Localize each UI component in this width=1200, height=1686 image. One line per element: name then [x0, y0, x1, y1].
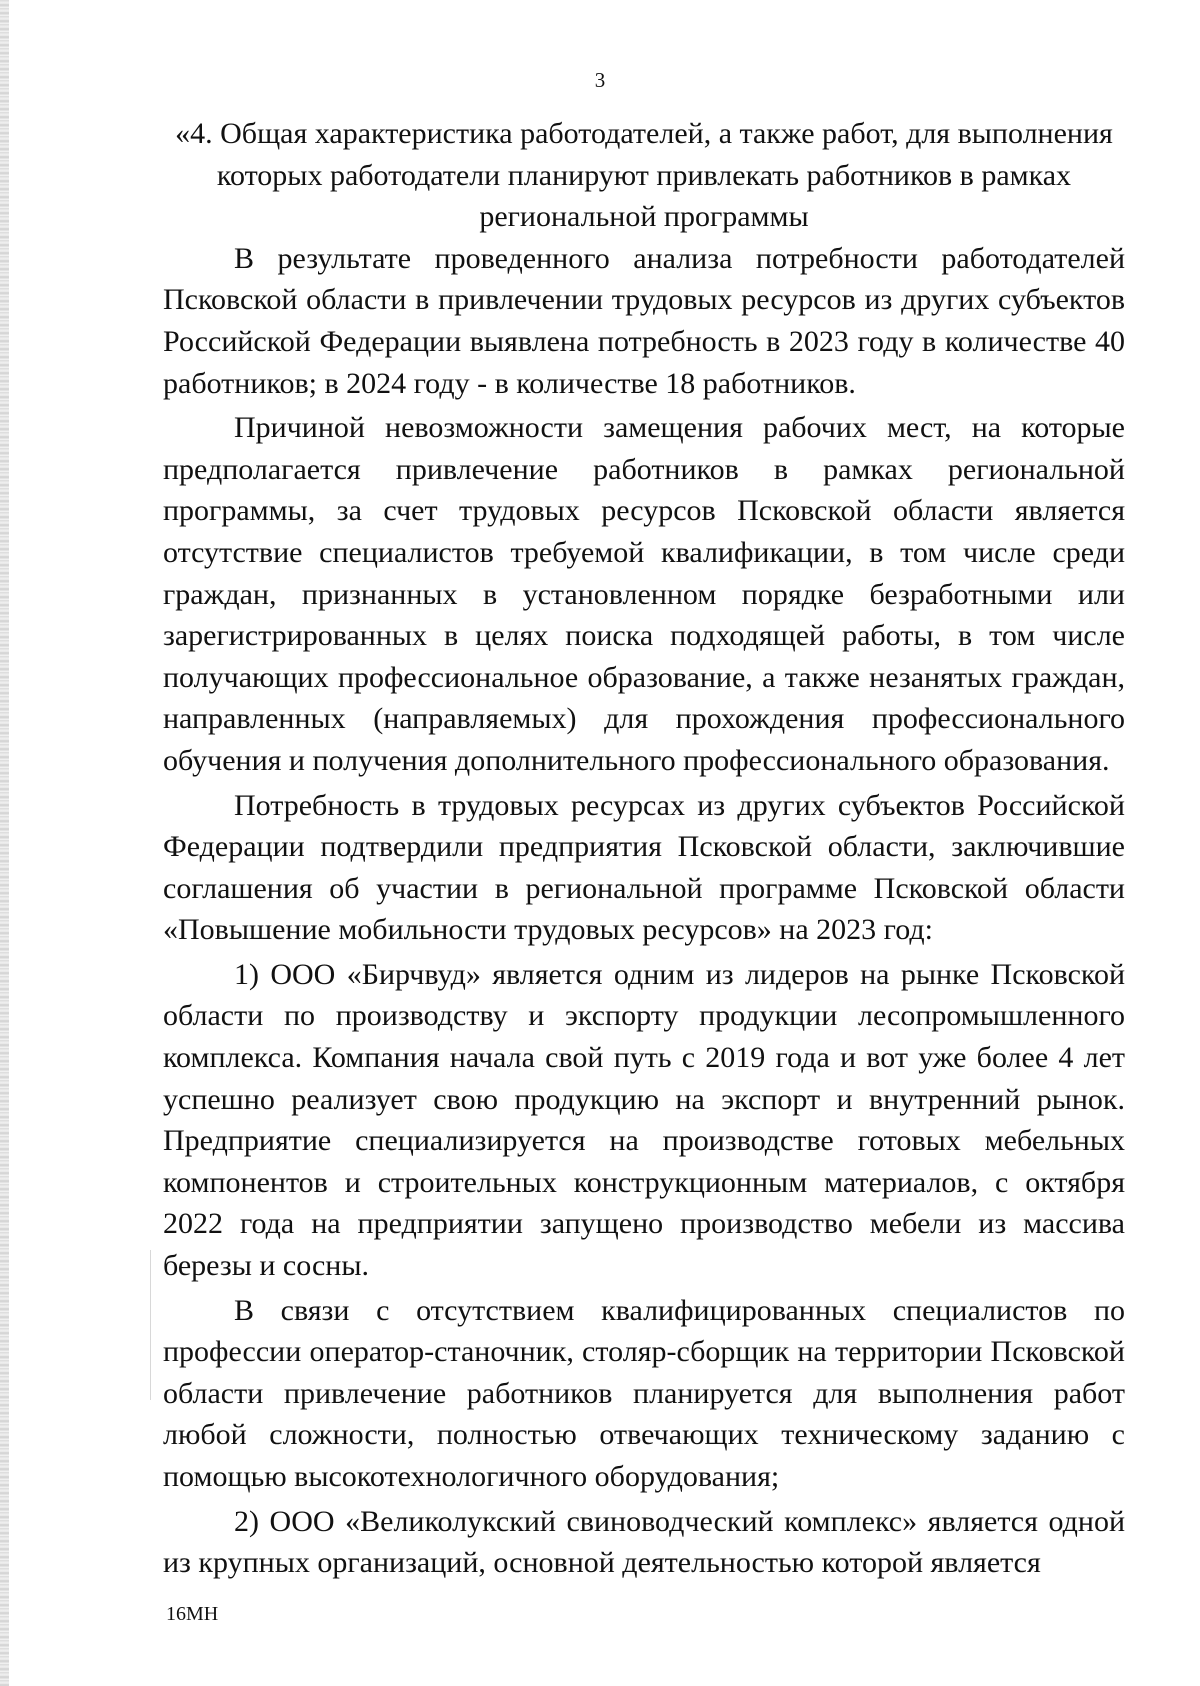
- section-heading: «4. Общая характеристика работодателей, а также работ, для выполнения которых работодатели планируют привлекать работников в рамках региональной программы: [175, 117, 1113, 234]
- paragraph-employer-agreements: Потребность в трудовых ресурсах из других субъектов Российской Федерации подтвердили предприятия Псковской области, заключившие соглашения об участии в региональной программе Псковской области «Повышение мобильности трудовых ресурсов» на 2023 год:: [163, 788, 1125, 947]
- scan-margin-mark: [150, 1250, 151, 1400]
- paragraph-birchwood-professions: В связи с отсутствием квалифицированных специалистов по профессии оператор-станочник, столяр-сборщик на территории Псковской области привлечение работников планируется для выполнения работ любой сложности, полностью отвечающих техническому заданию с помощью высокотехнологичного оборудования;: [163, 1293, 1125, 1493]
- scan-edge: [0, 0, 9, 1686]
- paragraph-replacement-reason: Причиной невозможности замещения рабочих мест, на которые предполагается привлечение работников в рамках региональной программы, за счет трудовых ресурсов Псковской области является отсутствие специалистов требуемой квалификации, в том числе среди граждан, признанных в установленном порядке безработными или зарегистрированных в целях поиска подходящей работы, в том числе получающих профессиональное образование, а также незанятых граждан, направленных (направляемых) для прохождения профессионального обучения и получения дополнительного профессионального образования.: [163, 411, 1125, 777]
- page-number: 3: [594, 68, 606, 92]
- footer-document-code: 16МН: [166, 1603, 219, 1625]
- paragraph-demand-analysis: В результате проведенного анализа потребности работодателей Псковской области в привлечении трудовых ресурсов из других субъектов Российской Федерации выявлена потребность в 2023 году в количестве 40 работников; в 2024 году - в количестве 18 работников.: [163, 241, 1125, 400]
- list-item-birchwood: 1) ООО «Бирчвуд» является одним из лидеров на рынке Псковской области по производству и экспорту продукции лесопромышленного комплекса. Компания начала свой путь с 2019 года и вот уже более 4 лет успешно реализует свою продукцию на экспорт и внутренний рынок. Предприятие специализируется на производстве готовых мебельных компонентов и строительных конструкционным материалов, с октября 2022 года на предприятии запущено производство мебели из массива березы и сосны.: [163, 957, 1125, 1283]
- document-body: [163, 113, 1125, 1584]
- list-item-velikie-luki-pig-complex: 2) ООО «Великолукский свиноводческий комплекс» является одной из крупных организаций, основной деятельностью которой является: [163, 1504, 1125, 1580]
